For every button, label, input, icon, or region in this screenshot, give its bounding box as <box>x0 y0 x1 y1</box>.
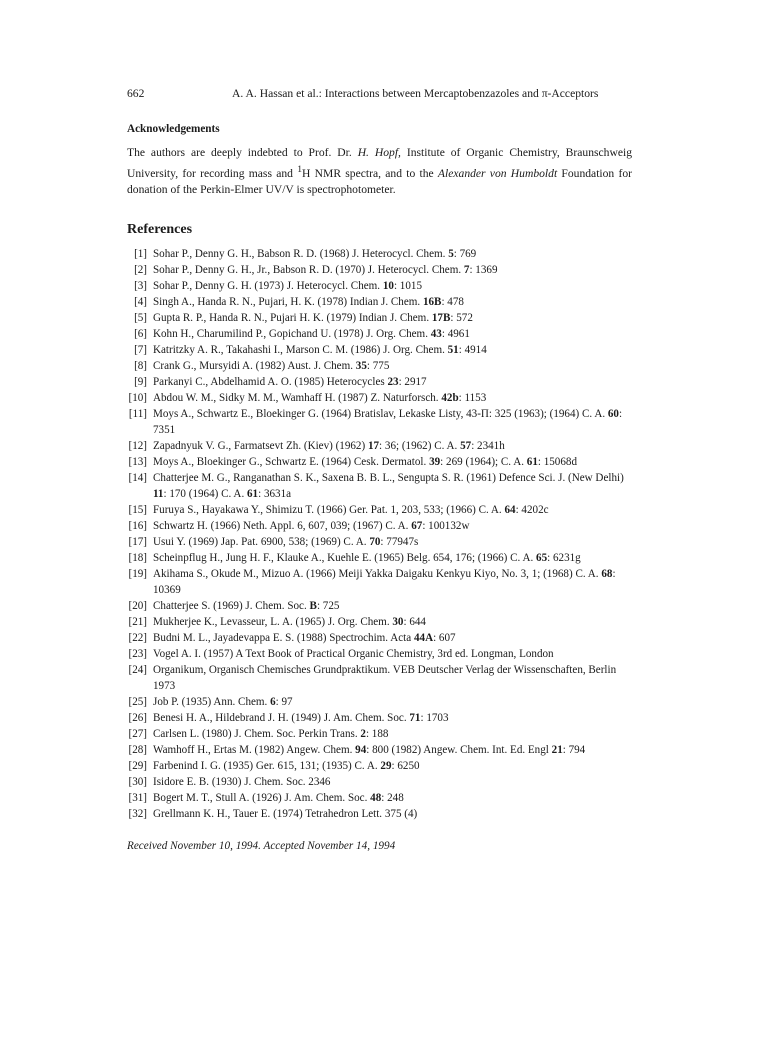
reference-item <box>127 438 632 454</box>
reference-volume: 48 <box>370 792 382 805</box>
ack-superscript: 1 <box>297 163 303 175</box>
reference-text-part: Gupta R. P., Handa R. N., Pujari H. K. (1979) Indian J. Chem. <box>153 312 432 325</box>
reference-volume: 35 <box>355 360 367 373</box>
reference-item <box>127 630 632 646</box>
reference-volume: 21 <box>551 744 563 757</box>
reference-item <box>127 534 632 550</box>
reference-number: [23] <box>128 648 147 661</box>
reference-volume: 44A <box>413 632 434 645</box>
reference-text-part: Singh A., Handa R. N., Pujari, H. K. (1978) Indian J. Chem. <box>153 296 423 309</box>
reference-item <box>127 550 632 566</box>
reference-text <box>153 710 632 726</box>
reference-volume: 6 <box>270 696 276 709</box>
reference-item <box>127 726 632 742</box>
reference-number: [14] <box>128 472 147 485</box>
running-head <box>127 87 632 100</box>
reference-number: [25] <box>128 696 147 709</box>
reference-text <box>153 726 632 742</box>
reference-item <box>127 566 632 598</box>
reference-text-part: : 775 <box>366 360 390 373</box>
reference-text-part: Sohar P., Denny G. H. (1973) J. Heterocycl. Chem. <box>153 280 383 293</box>
reference-item <box>127 742 632 758</box>
reference-text-part: : 1703 <box>420 712 449 725</box>
reference-text-part: Zapadnyuk V. G., Farmatsevt Zh. (Kiev) (1962) <box>153 440 368 453</box>
reference-text-part: : 100132w <box>422 520 470 533</box>
reference-number: [24] <box>128 664 147 677</box>
reference-number: [19] <box>128 568 147 581</box>
reference-volume: 57 <box>460 440 472 453</box>
reference-text-part: Sohar P., Denny G. H., Jr., Babson R. D. (1970) J. Heterocycl. Chem. <box>153 264 464 277</box>
reference-number: [1] <box>134 248 147 261</box>
reference-text <box>153 374 632 390</box>
reference-text-part: Scheinpflug H., Jung H. F., Klauke A., Kuehle E. (1965) Belg. 654, 176; (1966) C. A. <box>153 552 537 565</box>
reference-volume: 61 <box>526 456 538 469</box>
reference-volume: 30 <box>392 616 404 629</box>
reference-volume: 65 <box>536 552 548 565</box>
reference-text <box>153 534 632 550</box>
reference-item <box>127 806 632 822</box>
reference-text <box>153 358 632 374</box>
reference-item <box>127 406 632 438</box>
reference-text <box>153 806 632 822</box>
reference-number: [32] <box>128 808 147 821</box>
reference-text <box>153 774 632 790</box>
reference-volume: 61 <box>247 488 259 501</box>
ack-text-part: Institute of Organic Chemistry, Braunschweig University, for recording mass and <box>127 146 632 180</box>
reference-volume: 23 <box>387 376 399 389</box>
reference-item <box>127 454 632 470</box>
reference-text-part: Moys A., Bloekinger G., Schwartz E. (1964) Cesk. Dermatol. <box>153 456 430 469</box>
reference-text-part: : 644 <box>403 616 426 629</box>
reference-item <box>127 710 632 726</box>
reference-item <box>127 790 632 806</box>
reference-text-part: : 1153 <box>458 392 487 405</box>
reference-volume: 17B <box>431 312 451 325</box>
reference-item <box>127 694 632 710</box>
reference-text-part: Usui Y. (1969) Jap. Pat. 6900, 538; (1969) C. A. <box>153 536 370 549</box>
ack-text-part: The authors are deeply indebted to Prof. Dr. <box>127 146 358 159</box>
reference-text <box>153 790 632 806</box>
reference-item <box>127 358 632 374</box>
reference-volume: 39 <box>429 456 441 469</box>
reference-text-part: : 572 <box>450 312 473 325</box>
ack-text-part: H NMR spectra, and to the <box>302 166 438 180</box>
reference-text-part: Parkanyi C., Abdelhamid A. O. (1985) Heterocycles <box>153 376 388 389</box>
reference-item <box>127 294 632 310</box>
reference-text <box>153 294 632 310</box>
reference-volume: 70 <box>369 536 381 549</box>
reference-volume: 10 <box>382 280 394 293</box>
reference-number: [31] <box>128 792 147 805</box>
reference-text-part: Benesi H. A., Hildebrand J. H. (1949) J. Am. Chem. Soc. <box>153 712 410 725</box>
reference-number: [15] <box>128 504 147 517</box>
reference-number: [21] <box>128 616 147 629</box>
reference-text-part: : 10369 <box>153 568 616 597</box>
reference-text-part: Vogel A. I. (1957) A Text Book of Practical Organic Chemistry, 3rd ed. Longman, London <box>153 648 554 661</box>
reference-number: [17] <box>128 536 147 549</box>
reference-text-part: Wamhoff H., Ertas M. (1982) Angew. Chem. <box>153 744 356 757</box>
reference-text <box>153 470 632 502</box>
acknowledgements-heading: Acknowledgements <box>127 123 220 135</box>
reference-item <box>127 614 632 630</box>
reference-text <box>153 630 632 646</box>
reference-volume: 42b <box>441 392 459 405</box>
reference-volume: 43 <box>430 328 442 341</box>
reference-text <box>153 390 632 406</box>
reference-text-part: Carlsen L. (1980) J. Chem. Soc. Perkin Trans. <box>153 728 361 741</box>
reference-text <box>153 502 632 518</box>
reference-text <box>153 262 632 278</box>
reference-volume: 5 <box>448 248 454 261</box>
reference-text-part: : 2341h <box>471 440 505 453</box>
reference-volume: 2 <box>360 728 366 741</box>
reference-text-part: Organikum, Organisch Chemisches Grundpraktikum. VEB Deutscher Verlag der Wissenschaften, Berlin 1973 <box>153 664 617 693</box>
reference-text <box>153 758 632 774</box>
reference-text-part: : 2917 <box>398 376 427 389</box>
reference-text <box>153 278 632 294</box>
reference-text-part: : 97 <box>275 696 293 709</box>
references-heading: References <box>127 222 193 238</box>
reference-text-part: : 607 <box>433 632 456 645</box>
reference-text-part: : 725 <box>316 600 340 613</box>
reference-item <box>127 518 632 534</box>
reference-text-part: Abdou W. M., Sidky M. M., Wamhaff H. (1987) Z. Naturforsch. <box>153 392 442 405</box>
reference-volume: 29 <box>380 760 392 773</box>
reference-text-part: : 1369 <box>469 264 498 277</box>
reference-item <box>127 758 632 774</box>
reference-number: [5] <box>134 312 147 325</box>
reference-text-part: Bogert M. T., Stull A. (1926) J. Am. Chem. Soc. <box>153 792 371 805</box>
reference-number: [26] <box>128 712 147 725</box>
reference-text-part: : 4914 <box>458 344 487 357</box>
reference-number: [29] <box>128 760 147 773</box>
reference-text-part: : 248 <box>381 792 404 805</box>
reference-volume: B <box>309 600 317 613</box>
reference-text-part: : 36; (1962) C. A. <box>379 440 461 453</box>
reference-number: [3] <box>134 280 147 293</box>
reference-text-part: Farbenind I. G. (1935) Ger. 615, 131; (1935) C. A. <box>153 760 381 773</box>
reference-volume: 11 <box>153 488 164 501</box>
reference-text-part: Chatterjee S. (1969) J. Chem. Soc. <box>153 600 310 613</box>
reference-text-part: Akihama S., Okude M., Mizuo A. (1966) Meiji Yakka Daigaku Kenkyu Kiyo, No. 3, 1; (1968) C. A. <box>153 568 602 581</box>
reference-volume: 51 <box>447 344 459 357</box>
reference-text-part: Crank G., Mursyidi A. (1982) Aust. J. Chem. <box>153 360 356 373</box>
reference-number: [9] <box>134 376 147 389</box>
running-title: A. A. Hassan et al.: Interactions between Mercaptobenzazoles and π-Acceptors <box>232 87 599 100</box>
acknowledgements-text <box>127 145 632 198</box>
ack-text-part: Foundation for donation of the Perkin-Elmer UV/V is spectrophotometer. <box>127 166 632 196</box>
reference-number: [22] <box>128 632 147 645</box>
reference-text-part: Sohar P., Denny G. H., Babson R. D. (1968) J. Heterocycl. Chem. <box>153 248 449 261</box>
reference-text-part: Isidore E. B. (1930) J. Chem. Soc. 2346 <box>153 776 331 789</box>
reference-text-part: : 4961 <box>441 328 470 341</box>
reference-number: [2] <box>134 264 147 277</box>
reference-volume: 94 <box>355 744 367 757</box>
reference-item <box>127 310 632 326</box>
reference-item <box>127 342 632 358</box>
page-number: 662 <box>127 87 145 100</box>
reference-text-part: Chatterjee M. G., Ranganathan S. K., Saxena B. B. L., Sengupta S. R. (1961) Defence Sci. J. (New Delhi) <box>153 472 624 485</box>
reference-text-part: Budni M. L., Jayadevappa E. S. (1988) Spectrochim. Acta <box>153 632 414 645</box>
reference-text-part: : 4202c <box>515 504 549 517</box>
reference-number: [10] <box>128 392 147 405</box>
reference-volume: 64 <box>504 504 516 517</box>
reference-text <box>153 246 632 262</box>
reference-number: [16] <box>128 520 147 533</box>
reference-text <box>153 646 632 662</box>
reference-text <box>153 550 632 566</box>
reference-item <box>127 246 632 262</box>
reference-item <box>127 326 632 342</box>
reference-text-part: Grellmann K. H., Tauer E. (1974) Tetrahedron Lett. 375 (4) <box>153 808 418 821</box>
reference-volume: 16B <box>422 296 442 309</box>
reference-text-part: : 3631a <box>258 488 292 501</box>
reference-text-part: Mukherjee K., Levasseur, L. A. (1965) J. Org. Chem. <box>153 616 393 629</box>
reference-item <box>127 390 632 406</box>
reference-text-part: : 794 <box>562 744 586 757</box>
reference-number: [6] <box>134 328 147 341</box>
reference-item <box>127 278 632 294</box>
reference-item <box>127 598 632 614</box>
reference-text-part: : 6250 <box>391 760 420 773</box>
reference-text <box>153 438 632 454</box>
reference-volume: 71 <box>409 712 421 725</box>
reference-number: [20] <box>128 600 147 613</box>
reference-item <box>127 262 632 278</box>
reference-text-part: Schwartz H. (1966) Neth. Appl. 6, 607, 039; (1967) C. A. <box>153 520 412 533</box>
reference-text-part: : 77947s <box>380 536 419 549</box>
reference-item <box>127 662 632 694</box>
reference-number: [28] <box>128 744 147 757</box>
reference-number: [12] <box>128 440 147 453</box>
reference-text-part: Kohn H., Charumilind P., Gopichand U. (1978) J. Org. Chem. <box>153 328 431 341</box>
reference-text <box>153 342 632 358</box>
reference-text-part: : 6231g <box>547 552 581 565</box>
reference-text <box>153 662 632 694</box>
reference-text-part: : 800 (1982) Angew. Chem. Int. Ed. Engl <box>366 744 552 757</box>
reference-number: [30] <box>128 776 147 789</box>
reference-number: [13] <box>128 456 147 469</box>
reference-text-part: Furuya S., Hayakawa Y., Shimizu T. (1966) Ger. Pat. 1, 203, 533; (1966) C. A. <box>153 504 505 517</box>
reference-text-part: : 188 <box>365 728 389 741</box>
reference-text <box>153 742 632 758</box>
reference-text <box>153 406 632 438</box>
reference-text-part: Job P. (1935) Ann. Chem. <box>153 696 271 709</box>
reference-volume: 67 <box>411 520 423 533</box>
reference-number: [27] <box>128 728 147 741</box>
reference-list <box>127 246 632 822</box>
reference-text-part: : 1015 <box>393 280 422 293</box>
reference-number: [11] <box>128 408 147 421</box>
reference-text-part: : 769 <box>453 248 477 261</box>
reference-text <box>153 310 632 326</box>
reference-text-part: : 7351 <box>153 408 623 437</box>
reference-volume: 7 <box>463 264 470 277</box>
ack-person-name: H. Hopf, <box>357 146 401 159</box>
reference-item <box>127 502 632 518</box>
reference-number: [8] <box>134 360 147 373</box>
reference-number: [18] <box>128 552 147 565</box>
reference-number: [7] <box>134 344 147 357</box>
reference-text <box>153 694 632 710</box>
reference-text-part: Katritzky A. R., Takahashi I., Marson C. M. (1986) J. Org. Chem. <box>153 344 448 357</box>
reference-volume: 17 <box>367 440 380 453</box>
reference-item <box>127 774 632 790</box>
reference-item <box>127 646 632 662</box>
reference-volume: 60 <box>607 408 619 421</box>
reference-text-part: Moys A., Schwartz E., Bloekinger G. (1964) Bratislav, Lekaske Listy, 43-Π: 325 (1963); (1964) C. A. <box>153 408 608 421</box>
reference-text <box>153 326 632 342</box>
reference-text <box>153 566 632 598</box>
received-date: Received November 10, 1994. Accepted November 14, 1994 <box>127 840 396 853</box>
ack-foundation-name: Alexander von Humboldt <box>437 166 558 180</box>
reference-text <box>153 518 632 534</box>
reference-text <box>153 598 632 614</box>
reference-item <box>127 374 632 390</box>
reference-text-part: : 170 (1964) C. A. <box>163 488 247 501</box>
journal-page <box>127 87 632 852</box>
reference-text-part: : 269 (1964); C. A. <box>440 456 527 469</box>
reference-text <box>153 454 632 470</box>
reference-number: [4] <box>134 296 147 309</box>
reference-item <box>127 470 632 502</box>
reference-volume: 68 <box>601 568 613 581</box>
reference-text-part: : 15068d <box>537 456 577 469</box>
reference-text <box>153 614 632 630</box>
reference-text-part: : 478 <box>441 296 464 309</box>
